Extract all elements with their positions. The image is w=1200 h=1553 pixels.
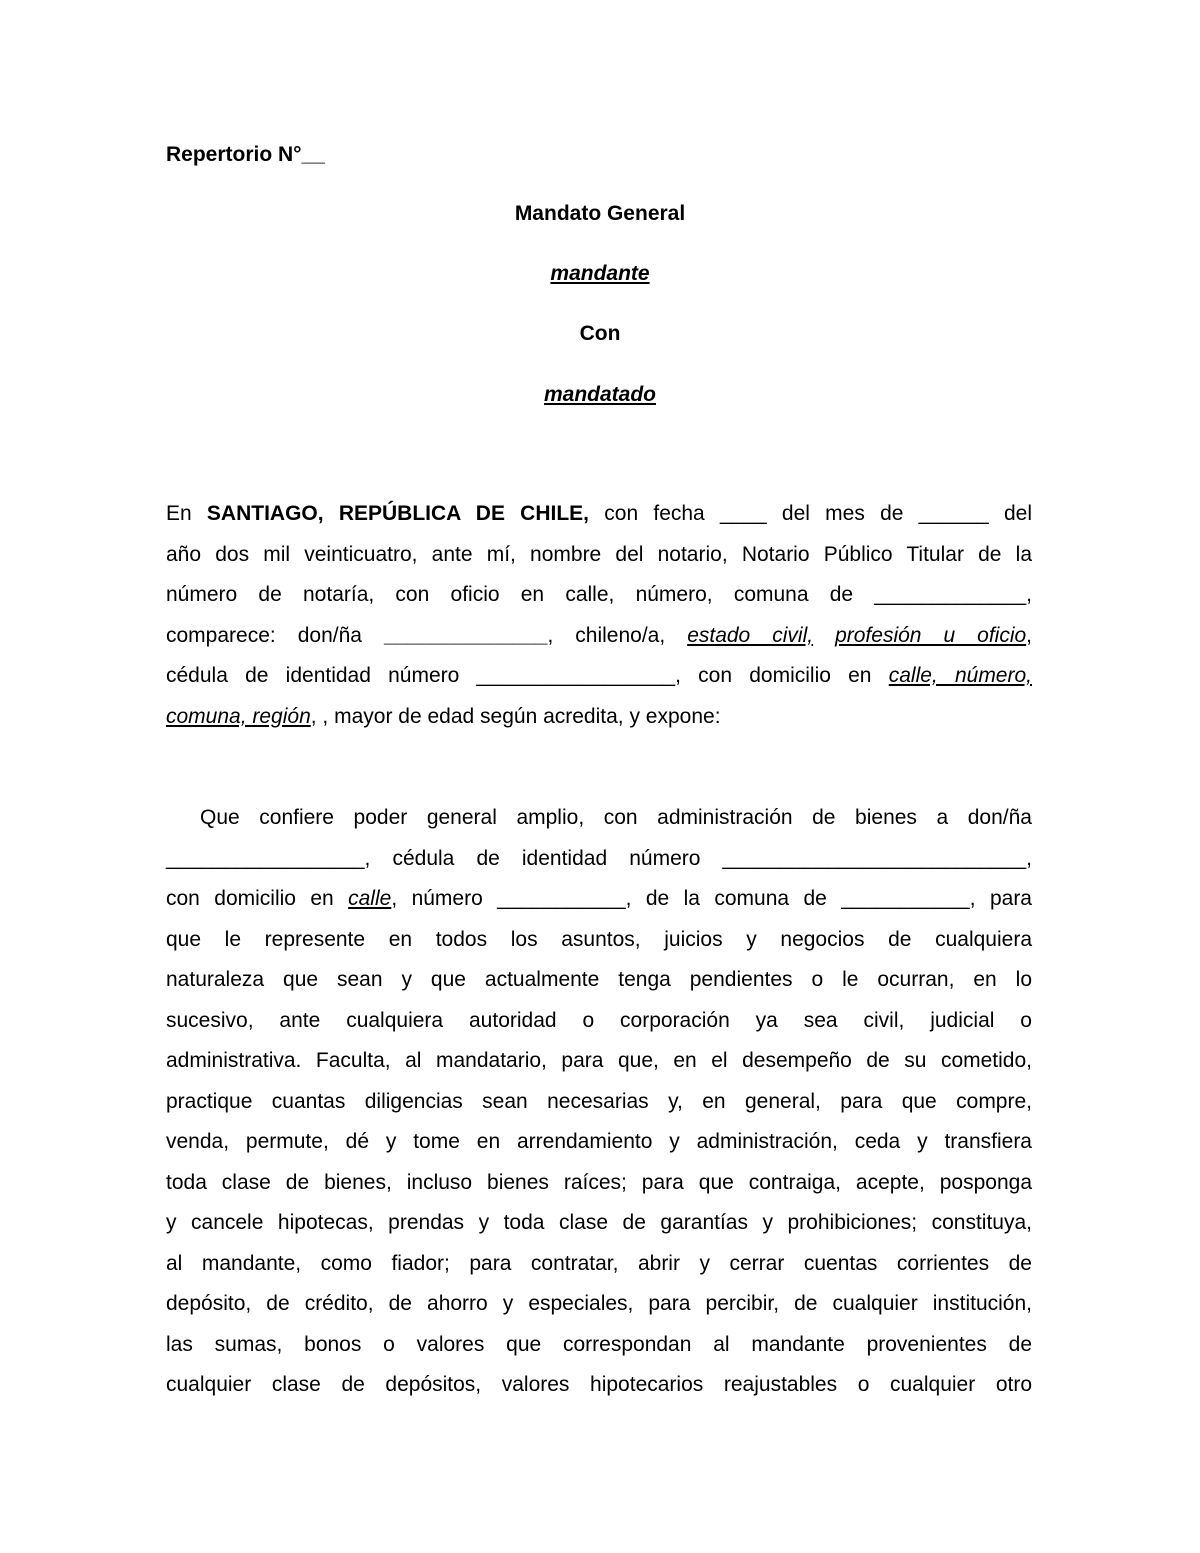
city-country: SANTIAGO, REPÚBLICA DE CHILE, [206, 502, 590, 525]
text-line: _________________, cédula de identidad número __________________________, [166, 846, 1032, 870]
profesion-field: profesión u oficio [835, 623, 1027, 647]
mandante-label: mandante [550, 262, 650, 285]
text-line: depósito, de crédito, de ahorro y especiales, para percibir, de cualquier institución, [166, 1292, 1032, 1315]
text-line: practique cuantas diligencias sean necesarias y, en general, para que compre, [166, 1089, 1032, 1113]
text-line: número de notaría, con oficio en calle, número, comuna de _____________, [166, 583, 1032, 606]
comparecient-name-blank: ______________ [383, 623, 548, 647]
estado-civil-field: estado civil, [687, 623, 814, 647]
mandatado-label: mandatado [543, 383, 656, 406]
text-line: al mandante, como fiador; para contratar, abrir y cerrar cuentas corrientes de [166, 1251, 1032, 1275]
domicilio-field: calle, número, [888, 664, 1032, 687]
comparecencia-paragraph [166, 494, 1032, 737]
text-line: año dos mil veinticuatro, ante mí, nombre del notario, Notario Público Titular de la [166, 542, 1032, 566]
text-line: cédula de identidad número _________________, con domicilio en calle, número, [166, 664, 1032, 687]
text-line: venda, permute, dé y tome en arrendamiento y administración, ceda y transfiera [166, 1130, 1032, 1153]
document-title: Mandato General [514, 202, 686, 225]
text-line: que le represente en todos los asuntos, juicios y negocios de cualquiera [166, 927, 1032, 951]
text-line: con domicilio en calle, número ___________, de la comuna de ___________, para [166, 887, 1032, 910]
text-line: En SANTIAGO, REPÚBLICA DE CHILE, con fecha ____ del mes de ______ del [166, 502, 1032, 525]
text-line: y cancele hipotecas, prendas y toda clase de garantías y prohibiciones; constituya, [166, 1211, 1032, 1234]
text-line: administrativa. Faculta, al mandatario, para que, en el desempeño de su cometido, [166, 1049, 1032, 1072]
text-line: comuna, región, , mayor de edad según acredita, y expone: [166, 704, 721, 728]
text-line: cualquier clase de depósitos, valores hipotecarios reajustables o cualquier otro [166, 1373, 1032, 1396]
calle-field: calle [348, 887, 392, 910]
poder-paragraph [166, 798, 1032, 1406]
repertorio-number: Repertorio N°__ [166, 143, 325, 166]
text-line: comparece: don/ña ______________, chileno/a, estado civil, profesión u oficio, [166, 623, 1033, 647]
text-line: las sumas, bonos o valores que correspondan al mandante provenientes de [166, 1332, 1032, 1356]
text-line: Que confiere poder general amplio, con administración de bienes a don/ña [200, 806, 1032, 829]
text-line: toda clase de bienes, incluso bienes raíces; para que contraiga, acepte, posponga [166, 1170, 1032, 1194]
text-line: sucesivo, ante cualquiera autoridad o corporación ya sea civil, judicial o [166, 1008, 1032, 1032]
comuna-region-field: comuna, región [166, 704, 311, 728]
text-line: naturaleza que sean y que actualmente tenga pendientes o le ocurran, en lo [166, 968, 1032, 991]
con-label: Con [579, 322, 621, 345]
